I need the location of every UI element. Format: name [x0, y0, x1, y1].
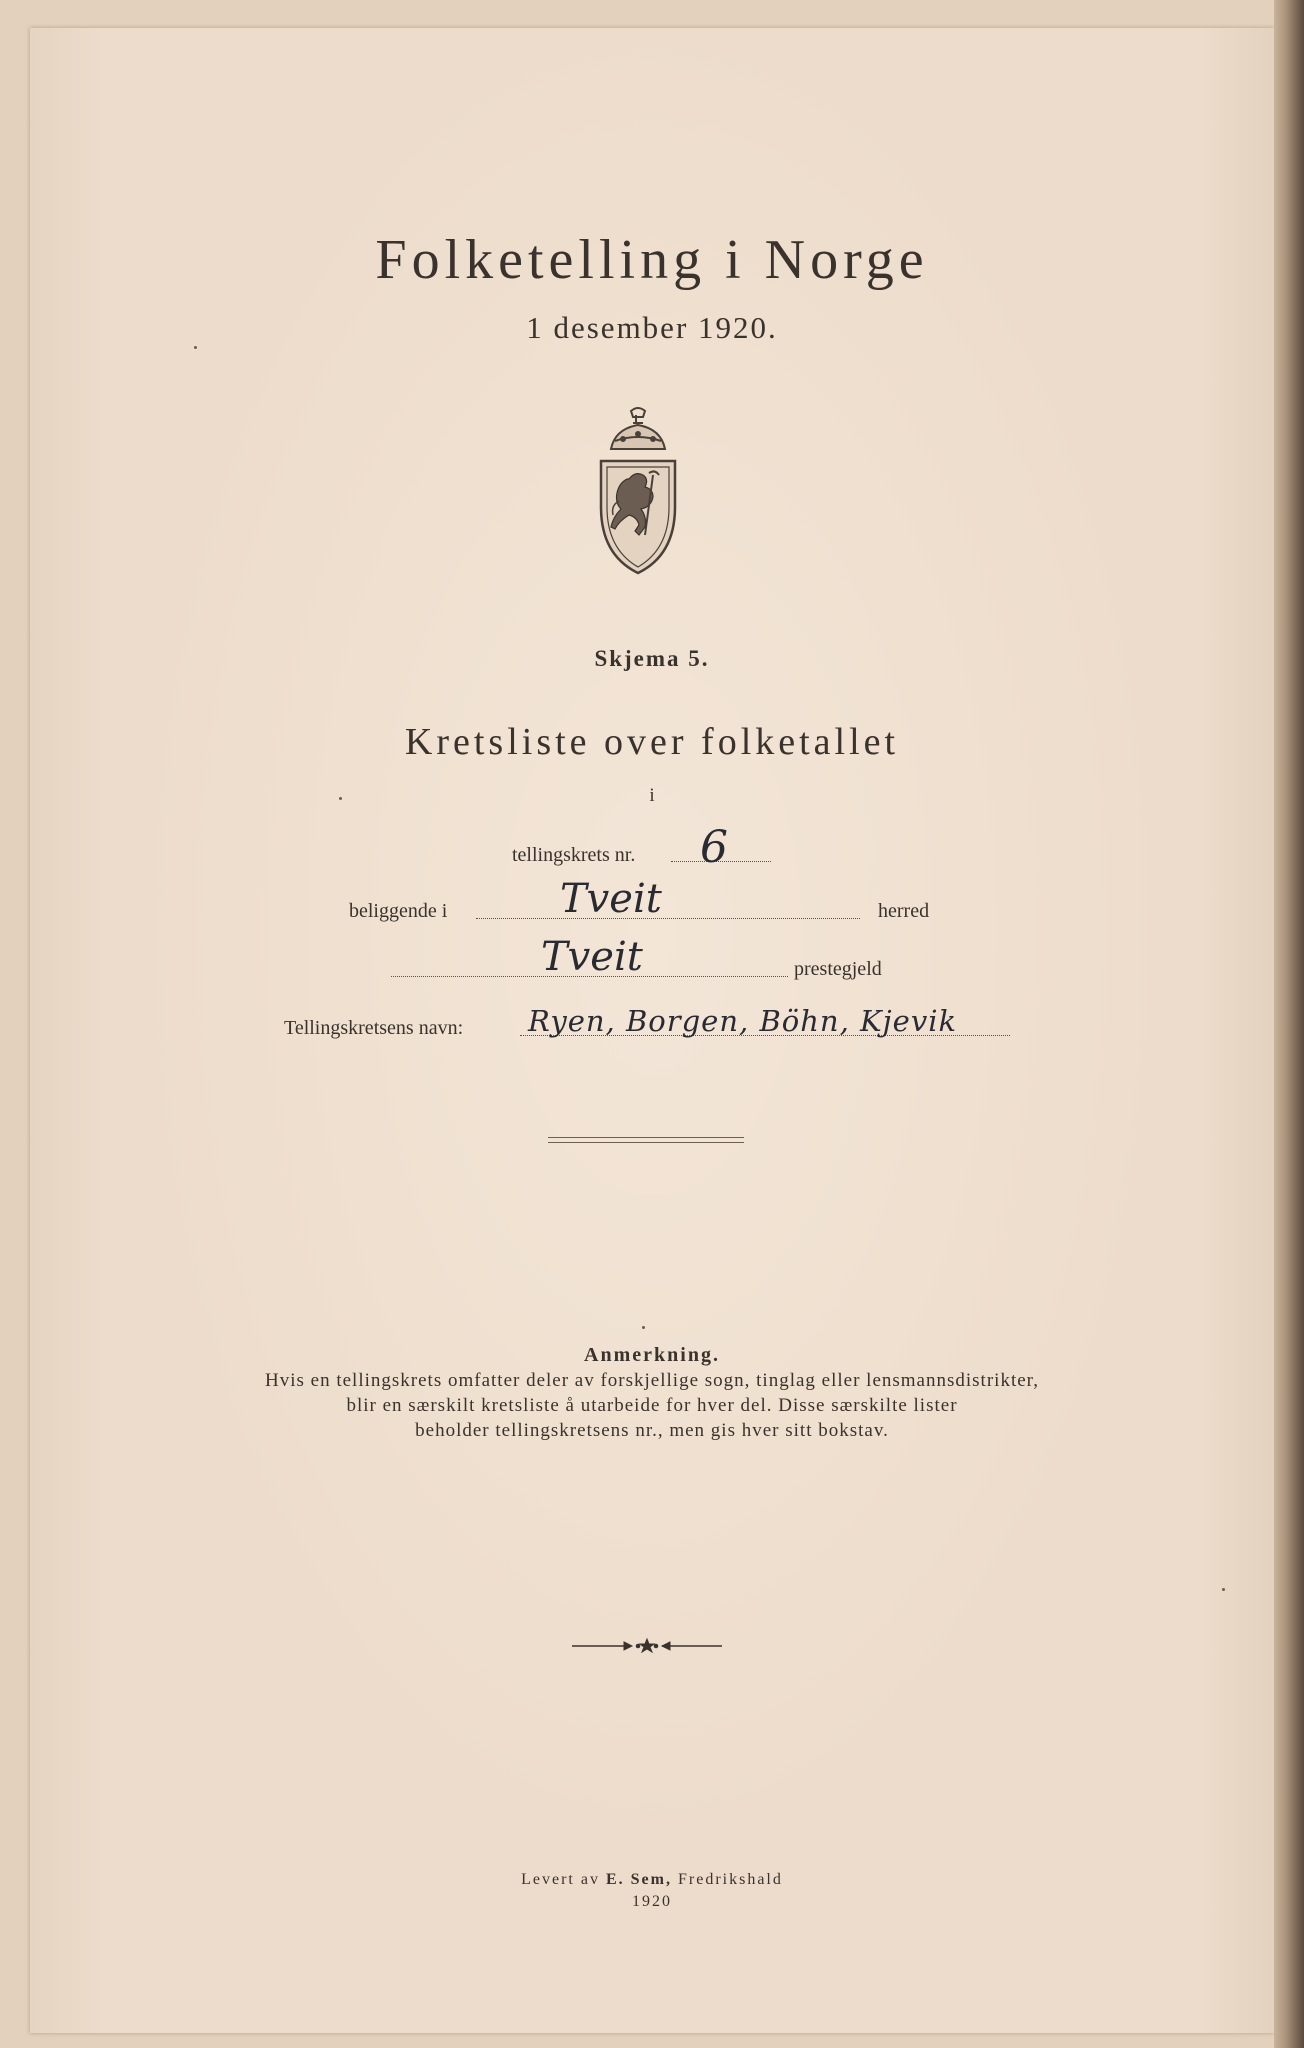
section-divider [548, 1142, 744, 1143]
located-in-label: beliggende i [349, 900, 448, 922]
note-line: blir en særskilt kretsliste å utarbeide for hver del. Disse særskilte lister [346, 1395, 958, 1416]
norwegian-lion-coat-of-arms-icon [593, 405, 683, 577]
printer-name: E. Sem, [605, 1871, 672, 1888]
note-line: Hvis en tellingskrets omfatter deler av forskjellige sogn, tinglag eller lensmannsdistrikter, [265, 1370, 1039, 1391]
paper-speck [1222, 1588, 1225, 1591]
printer-year: 1920 [632, 1893, 672, 1910]
note-heading: Anmerkning. [584, 1344, 720, 1366]
herred-label: herred [878, 900, 930, 922]
census-date: 1 desember 1920. [526, 310, 778, 345]
printer-prefix: Levert av [521, 1871, 600, 1888]
herred-field-line [476, 918, 860, 919]
herred-handwritten: Tveit [560, 876, 662, 922]
district-name-label: Tellingskretsens navn: [284, 1017, 464, 1039]
paper-speck [642, 1326, 645, 1329]
printer-credit [0, 1870, 1304, 1890]
district-number-handwritten: 6 [700, 822, 728, 873]
schema-number: Skjema 5. [594, 646, 710, 671]
note-line: beholder tellingskretsens nr., men gis hver sitt bokstav. [415, 1420, 889, 1441]
district-number-label: tellingskrets nr. [512, 844, 636, 866]
form-subtitle: Kretsliste over folketallet [404, 721, 900, 763]
parish-label: prestegjeld [794, 958, 882, 980]
decorative-ornament-icon [572, 1636, 722, 1656]
section-divider [548, 1137, 744, 1138]
document-title: Folketelling i Norge [375, 229, 929, 291]
printer-city: Fredrikshald [677, 1871, 783, 1888]
parish-handwritten: Tveit [541, 934, 643, 980]
preposition-i: i [649, 785, 655, 806]
district-name-handwritten: Ryen, Borgen, Böhn, Kjevik [528, 1004, 958, 1038]
